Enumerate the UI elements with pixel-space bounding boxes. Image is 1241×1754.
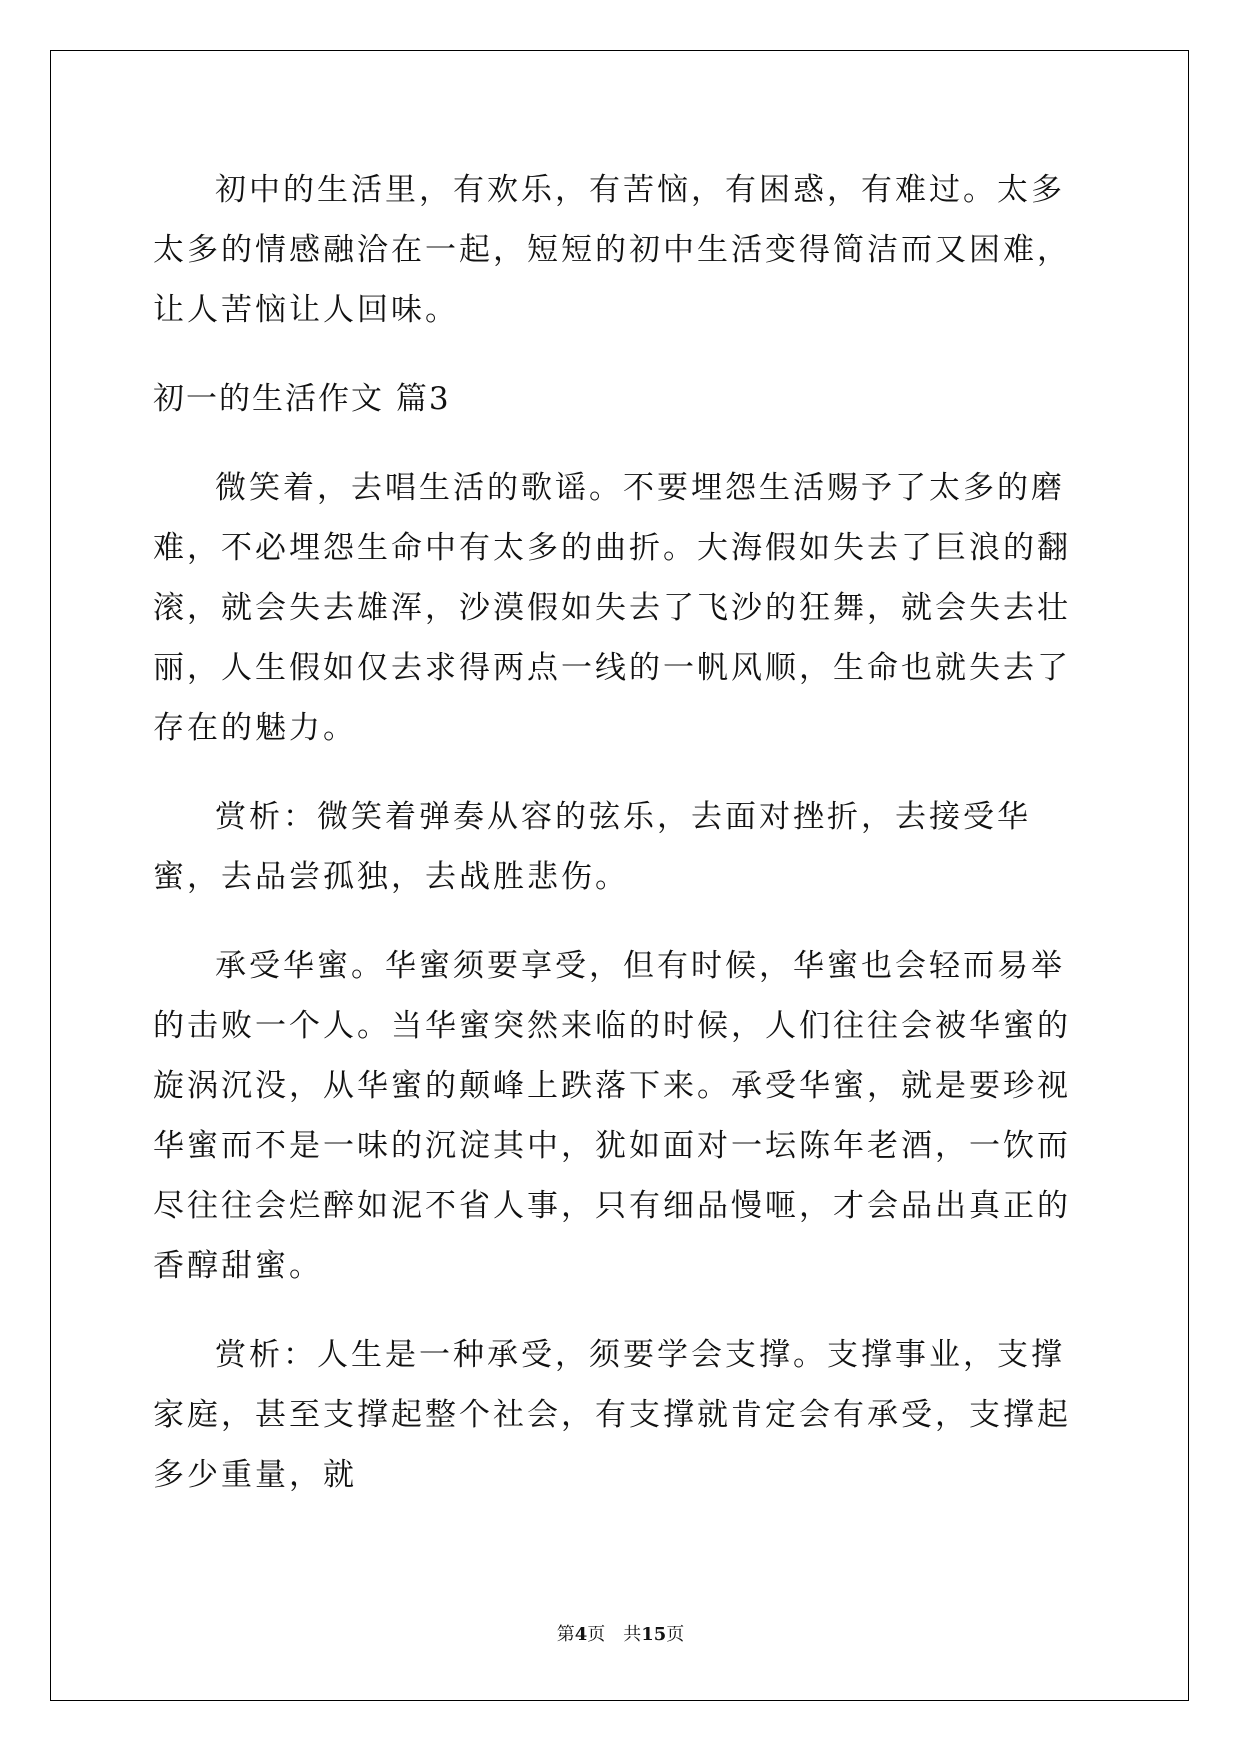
footer-suffix: 页 — [666, 1624, 685, 1645]
footer-total-pages: 15 — [641, 1624, 667, 1645]
document-body — [153, 160, 1093, 1505]
paragraph-1: 初中的生活里，有欢乐，有苦恼，有困惑，有难过。太多太多的情感融洽在一起，短短的初中生活变得简洁而又困难，让人苦恼让人回味。 — [153, 172, 1071, 328]
paragraph-5: 赏析：人生是一种承受，须要学会支撑。支撑事业，支撑家庭，甚至支撑起整个社会，有支撑就肯定会有承受，支撑起多少重量，就 — [153, 1337, 1071, 1493]
paragraph-4: 承受华蜜。华蜜须要享受，但有时候，华蜜也会轻而易举的击败一个人。当华蜜突然来临的时候，人们往往会被华蜜的旋涡沉没，从华蜜的颠峰上跌落下来。承受华蜜，就是要珍视华蜜而不是一味的沉淀其中，犹如面对一坛陈年老酒，一饮而尽往往会烂醉如泥不省人事，只有细品慢咂，才会品出真正的香醇甜蜜。 — [153, 948, 1071, 1284]
paragraph-3: 赏析：微笑着弹奏从容的弦乐，去面对挫折，去接受华蜜，去品尝孤独，去战胜悲伤。 — [153, 799, 1031, 895]
paragraph-2: 微笑着，去唱生活的歌谣。不要埋怨生活赐予了太多的磨难，不必埋怨生命中有太多的曲折。大海假如失去了巨浪的翻滚，就会失去雄浑，沙漠假如失去了飞沙的狂舞，就会失去壮丽，人生假如仅去求得两点一线的一帆风顺，生命也就失去了存在的魅力。 — [153, 470, 1071, 746]
footer-prefix: 第 — [556, 1624, 575, 1645]
page-footer — [0, 1620, 1241, 1646]
footer-page-number: 4 — [574, 1624, 588, 1645]
footer-mid: 页 共 — [587, 1624, 642, 1645]
section-heading: 初一的生活作文 篇3 — [153, 381, 451, 417]
